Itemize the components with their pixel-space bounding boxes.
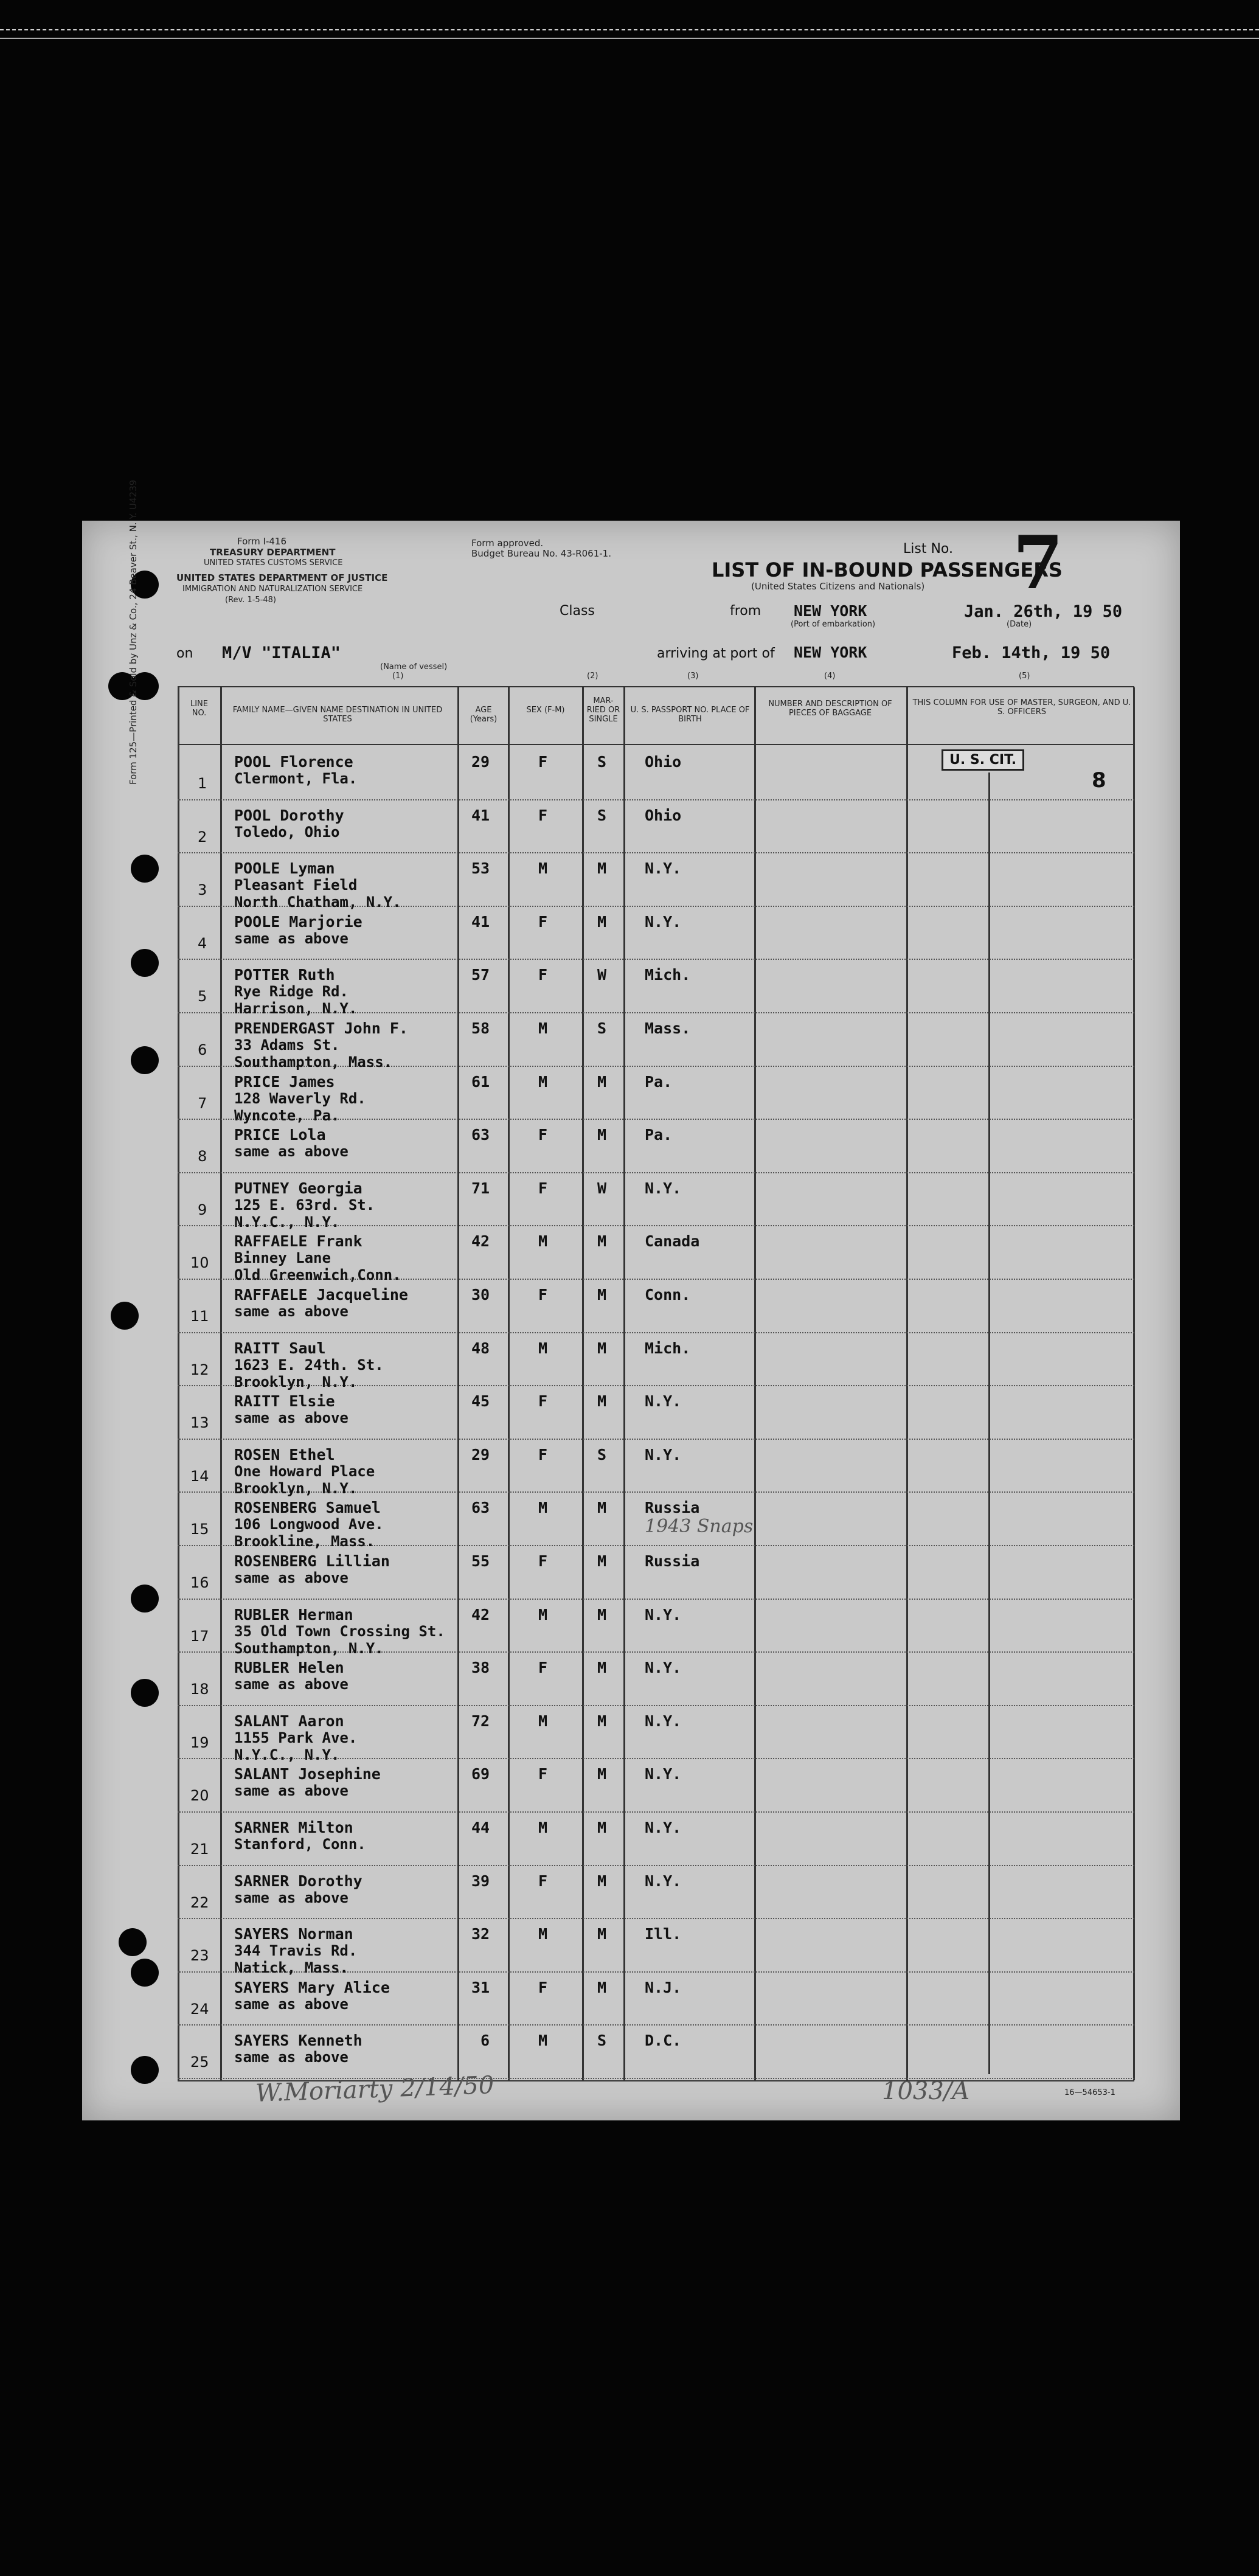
marital-status: M (597, 1605, 607, 1623)
embark-date: Jan. 26th, 19 50 (964, 602, 1123, 621)
embark-port: NEW YORK (794, 602, 867, 620)
destination: 33 Adams St. (234, 1036, 340, 1054)
sex: F (538, 1872, 548, 1890)
sex: F (538, 1978, 548, 1996)
marital-status: M (597, 1126, 607, 1144)
place-of-birth: Conn. (645, 1286, 691, 1304)
age: 41 (471, 912, 490, 931)
destination: N.Y.C., N.Y. (234, 1746, 340, 1763)
sex: M (538, 1019, 548, 1037)
age: 31 (471, 1978, 490, 1996)
place-of-birth: N.Y. (645, 1179, 682, 1197)
line-number: 24 (190, 2000, 209, 2018)
age: 42 (471, 1232, 490, 1251)
destination: One Howard Place (234, 1462, 375, 1480)
sex: M (538, 1925, 548, 1943)
sex: F (538, 1552, 548, 1570)
passenger-name: SARNER Dorothy (234, 1872, 362, 1890)
sex: M (538, 1072, 548, 1091)
destination: Toledo, Ohio (234, 823, 340, 841)
arrival-date: Feb. 14th, 19 50 (952, 644, 1111, 662)
line-number: 11 (190, 1308, 209, 1325)
marital-status: M (597, 1712, 607, 1730)
header-married: MAR-RIED OR SINGLE (586, 696, 620, 724)
col-rule (508, 687, 510, 2080)
place-of-birth: D.C. (645, 2032, 682, 2050)
destination: 128 Waverly Rd. (234, 1089, 366, 1107)
list-number: 7 (1013, 520, 1064, 606)
row-rule (178, 1865, 1134, 1866)
place-of-birth: Mich. (645, 966, 691, 984)
destination: same as above (234, 1889, 349, 1906)
place-of-birth: N.Y. (645, 1712, 682, 1730)
marital-status: S (597, 806, 607, 824)
destination: 35 Old Town Crossing St. (234, 1622, 445, 1640)
line-number: 17 (190, 1627, 209, 1645)
destination: same as above (234, 1409, 349, 1427)
handwritten-annotation: 1943 Snaps (645, 1516, 754, 1537)
col-num-5: (5) (1019, 672, 1030, 681)
destination: Binney Lane (234, 1249, 331, 1267)
vessel-name: M/V "ITALIA" (222, 644, 341, 662)
row-rule (178, 852, 1134, 853)
passenger-name: PRENDERGAST John F. (234, 1019, 408, 1037)
destination: 125 E. 63rd. St. (234, 1196, 375, 1213)
col-num-2: (2) (587, 672, 598, 681)
age: 29 (471, 753, 490, 771)
passenger-name: PRICE James (234, 1072, 335, 1091)
row-rule (178, 1172, 1134, 1173)
budget-bureau: Budget Bureau No. 43-R061-1. (471, 548, 611, 559)
age: 6 (480, 2032, 490, 2050)
destination: 106 Longwood Ave. (234, 1516, 384, 1533)
destination: same as above (234, 1995, 349, 2013)
line-number: 6 (198, 1041, 207, 1058)
marital-status: W (597, 966, 607, 984)
on-label: on (176, 646, 193, 661)
col-num-4: (4) (824, 672, 836, 681)
destination: Rye Ridge Rd. (234, 983, 349, 1001)
line-number: 1 (198, 775, 207, 792)
us-citizen-stamp: U. S. CIT. (942, 749, 1024, 771)
place-of-birth: Ohio (645, 806, 682, 824)
class-label: Class (560, 603, 595, 619)
header-baggage: NUMBER AND DESCRIPTION OF PIECES OF BAGGAGE (768, 700, 892, 718)
punch-hole (131, 855, 159, 883)
place-of-birth: N.Y. (645, 912, 682, 931)
passenger-name: RUBLER Herman (234, 1605, 353, 1623)
col-rule (754, 687, 756, 2080)
row-rule (178, 2024, 1134, 2026)
header-sex: SEX (F-M) (526, 706, 565, 715)
passenger-name: SAYERS Kenneth (234, 2032, 362, 2050)
sex: M (538, 859, 548, 878)
line-number: 25 (190, 2054, 209, 2071)
row-rule (178, 1705, 1134, 1706)
sex: M (538, 1339, 548, 1357)
age: 38 (471, 1659, 490, 1677)
sex: F (538, 1392, 548, 1411)
col-rule (582, 687, 584, 2080)
destination: Clermont, Fla. (234, 770, 358, 787)
sex: M (538, 1605, 548, 1623)
passenger-name: RAFFAELE Frank (234, 1232, 362, 1251)
passenger-name: SALANT Josephine (234, 1765, 381, 1783)
sex: F (538, 966, 548, 984)
line-number: 9 (198, 1201, 207, 1218)
handwritten-note: 1033/A (882, 2077, 970, 2105)
marital-status: M (597, 1819, 607, 1836)
place-of-birth: Mich. (645, 1339, 691, 1357)
col-rule (178, 687, 179, 2080)
place-of-birth: Ill. (645, 1925, 682, 1943)
passenger-name: POTTER Ruth (234, 966, 335, 984)
sheet-count: 8 (1092, 768, 1106, 793)
punch-hole (131, 2056, 159, 2084)
line-number: 8 (198, 1148, 207, 1165)
row-rule (178, 1599, 1134, 1600)
stamp-tail-line (988, 772, 990, 2074)
form-title: LIST OF IN-BOUND PASSENGERS (712, 558, 1063, 582)
list-no-label: List No. (903, 541, 953, 557)
form-rev: (Rev. 1-5-48) (225, 595, 277, 605)
arriving-label: arriving at port of (657, 646, 775, 661)
col-rule (220, 687, 222, 2080)
marital-status: M (597, 1552, 607, 1570)
place-of-birth: Ohio (645, 753, 682, 771)
passenger-name: POOLE Marjorie (234, 912, 362, 931)
place-of-birth: Canada (645, 1232, 700, 1251)
header-line-no: LINE NO. (190, 700, 208, 718)
destination: Southampton, N.Y. (234, 1639, 384, 1657)
marital-status: M (597, 1339, 607, 1357)
destination: Natick, Mass. (234, 1959, 349, 1977)
destination: 1623 E. 24th. St. (234, 1356, 384, 1373)
destination: same as above (234, 1143, 349, 1161)
marital-status: M (597, 1072, 607, 1091)
age: 29 (471, 1445, 490, 1463)
place-of-birth: Russia (645, 1552, 700, 1570)
line-number: 16 (190, 1574, 209, 1591)
place-of-birth: N.Y. (645, 1392, 682, 1411)
table-top-rule (178, 686, 1134, 687)
line-number: 12 (190, 1361, 209, 1378)
place-of-birth: N.J. (645, 1978, 682, 1996)
marital-status: M (597, 1392, 607, 1411)
age: 30 (471, 1286, 490, 1304)
place-of-birth: Pa. (645, 1126, 673, 1144)
line-number: 5 (198, 988, 207, 1005)
destination: N.Y.C., N.Y. (234, 1213, 340, 1231)
line-number: 10 (190, 1254, 209, 1272)
footer-code: 16—54653-1 (1064, 2088, 1115, 2097)
passenger-name: ROSENBERG Samuel (234, 1499, 381, 1517)
col-num-1: (1) (392, 672, 404, 681)
punch-hole (131, 949, 159, 977)
destination: same as above (234, 929, 349, 947)
sex: F (538, 1126, 548, 1144)
printer-imprint: Form 125—Printed & Sold by Unz & Co., 24 Beaver St., N. Y. U4239 (128, 479, 139, 785)
sex: F (538, 806, 548, 824)
passenger-name: PRICE Lola (234, 1126, 326, 1144)
passenger-name: SALANT Aaron (234, 1712, 344, 1730)
age: 61 (471, 1072, 490, 1091)
sex: M (538, 1819, 548, 1836)
punch-hole (131, 1585, 159, 1613)
age: 42 (471, 1605, 490, 1623)
place-of-birth: N.Y. (645, 1605, 682, 1623)
destination: Old Greenwich,Conn. (234, 1266, 401, 1284)
age: 58 (471, 1019, 490, 1037)
line-number: 2 (198, 828, 207, 845)
marital-status: M (597, 1499, 607, 1517)
destination: 1155 Park Ave. (234, 1729, 358, 1746)
dept-customs: UNITED STATES CUSTOMS SERVICE (204, 558, 343, 568)
destination: Stanford, Conn. (234, 1836, 366, 1853)
marital-status: M (597, 1872, 607, 1890)
arrival-port: NEW YORK (794, 644, 867, 661)
header-passport: U. S. PASSPORT NO. PLACE OF BIRTH (630, 706, 750, 724)
age: 41 (471, 806, 490, 824)
marital-status: M (597, 1232, 607, 1251)
place-of-birth: N.Y. (645, 1659, 682, 1677)
place-of-birth: Mass. (645, 1019, 691, 1037)
marital-status: M (597, 1765, 607, 1783)
row-rule (178, 959, 1134, 960)
place-of-birth: N.Y. (645, 1765, 682, 1783)
row-rule (178, 1811, 1134, 1813)
place-of-birth: Pa. (645, 1072, 673, 1091)
form-approved: Form approved. (471, 538, 544, 549)
age: 32 (471, 1925, 490, 1943)
age: 55 (471, 1552, 490, 1570)
destination: same as above (234, 1782, 349, 1800)
place-of-birth: N.Y. (645, 1819, 682, 1836)
destination: same as above (234, 1569, 349, 1586)
line-number: 4 (198, 934, 207, 952)
dept-ins: IMMIGRATION AND NATURALIZATION SERVICE (182, 585, 363, 594)
age: 63 (471, 1126, 490, 1144)
sex: F (538, 753, 548, 771)
passenger-name: RAITT Saul (234, 1339, 326, 1357)
col-rule (623, 687, 625, 2080)
age: 39 (471, 1872, 490, 1890)
col-rule (457, 687, 459, 2080)
sex: F (538, 1179, 548, 1197)
sex: F (538, 1659, 548, 1677)
sex: M (538, 1712, 548, 1730)
passenger-name: RUBLER Helen (234, 1659, 344, 1677)
age: 63 (471, 1499, 490, 1517)
passenger-name: RAITT Elsie (234, 1392, 335, 1411)
age: 72 (471, 1712, 490, 1730)
marital-status: S (597, 1019, 607, 1037)
line-number: 7 (198, 1094, 207, 1112)
passenger-name: POOLE Lyman (234, 859, 335, 878)
destination: Southampton, Mass. (234, 1054, 393, 1071)
sex: M (538, 2032, 548, 2050)
line-number: 23 (190, 1947, 209, 1965)
line-number: 14 (190, 1467, 209, 1485)
age: 53 (471, 859, 490, 878)
header-age: AGE (Years) (470, 706, 498, 724)
punch-hole (119, 1928, 147, 1956)
destination: Brookline, Mass. (234, 1533, 375, 1550)
passenger-name: ROSEN Ethel (234, 1445, 335, 1463)
dept-treasury: TREASURY DEPARTMENT (210, 547, 336, 558)
place-of-birth: Russia (645, 1499, 700, 1517)
passenger-name: SARNER Milton (234, 1819, 353, 1836)
dept-justice: UNITED STATES DEPARTMENT OF JUSTICE (176, 572, 388, 583)
marital-status: M (597, 1659, 607, 1677)
form-subtitle: (United States Citizens and Nationals) (751, 581, 925, 592)
age: 48 (471, 1339, 490, 1357)
row-rule (178, 799, 1134, 800)
passenger-name: SAYERS Mary Alice (234, 1978, 390, 1996)
destination: same as above (234, 1676, 349, 1693)
marital-status: M (597, 859, 607, 878)
destination: Brooklyn, N.Y. (234, 1479, 358, 1497)
passenger-name: RAFFAELE Jacqueline (234, 1286, 408, 1304)
marital-status: M (597, 1978, 607, 1996)
passenger-name: SAYERS Norman (234, 1925, 353, 1943)
age: 44 (471, 1819, 490, 1836)
punch-hole (111, 1302, 139, 1330)
marital-status: W (597, 1179, 607, 1197)
destination: Wyncote, Pa. (234, 1106, 340, 1124)
destination: same as above (234, 1303, 349, 1320)
age: 57 (471, 966, 490, 984)
header-name: FAMILY NAME—GIVEN NAME DESTINATION IN UNITED STATES (232, 706, 443, 724)
marital-status: M (597, 1925, 607, 1943)
sex: F (538, 1286, 548, 1304)
form-number: Form I-416 (237, 536, 287, 547)
age: 69 (471, 1765, 490, 1783)
sex: M (538, 1232, 548, 1251)
passenger-name: PUTNEY Georgia (234, 1179, 362, 1197)
col-num-3: (3) (687, 672, 699, 681)
destination: Harrison, N.Y. (234, 1000, 358, 1018)
col-rule (1133, 687, 1135, 2080)
line-number: 3 (198, 881, 207, 899)
date-caption: (Date) (1007, 620, 1032, 629)
film-edge-line (0, 38, 1259, 39)
sex: F (538, 912, 548, 931)
place-of-birth: N.Y. (645, 859, 682, 878)
punch-hole (131, 1959, 159, 1987)
passenger-name: POOL Dorothy (234, 806, 344, 824)
destination: Pleasant Field (234, 877, 358, 894)
row-rule (178, 1332, 1134, 1333)
handwritten-signature: W.Moriarty 2/14/50 (255, 2071, 495, 2108)
sex: M (538, 1499, 548, 1517)
line-number: 15 (190, 1521, 209, 1538)
from-label: from (730, 603, 761, 619)
sex: F (538, 1765, 548, 1783)
film-edge-top (0, 29, 1259, 36)
line-number: 18 (190, 1681, 209, 1698)
marital-status: S (597, 2032, 607, 2050)
line-number: 13 (190, 1414, 209, 1432)
embark-caption: (Port of embarkation) (791, 620, 876, 629)
table-header-rule (178, 744, 1134, 745)
marital-status: M (597, 912, 607, 931)
age: 45 (471, 1392, 490, 1411)
line-number: 22 (190, 1894, 209, 1911)
vessel-caption: (Name of vessel) (380, 662, 448, 672)
place-of-birth: N.Y. (645, 1445, 682, 1463)
line-number: 20 (190, 1787, 209, 1805)
punch-hole (131, 1046, 159, 1074)
destination: North Chatham, N.Y. (234, 894, 401, 911)
col-rule (906, 687, 908, 2080)
line-number: 21 (190, 1841, 209, 1858)
row-rule (178, 1439, 1134, 1440)
passenger-name: ROSENBERG Lillian (234, 1552, 390, 1570)
marital-status: S (597, 1445, 607, 1463)
marital-status: M (597, 1286, 607, 1304)
header-officers: THIS COLUMN FOR USE OF MASTER, SURGEON, AND U. S. OFFICERS (912, 698, 1131, 717)
place-of-birth: N.Y. (645, 1872, 682, 1890)
age: 71 (471, 1179, 490, 1197)
row-rule (178, 1918, 1134, 1919)
marital-status: S (597, 753, 607, 771)
destination: same as above (234, 2049, 349, 2066)
passenger-name: POOL Florence (234, 753, 353, 771)
line-number: 19 (190, 1734, 209, 1751)
destination: 344 Travis Rd. (234, 1942, 358, 1960)
sex: F (538, 1445, 548, 1463)
destination: Brooklyn, N.Y. (234, 1373, 358, 1390)
punch-hole (131, 1679, 159, 1707)
